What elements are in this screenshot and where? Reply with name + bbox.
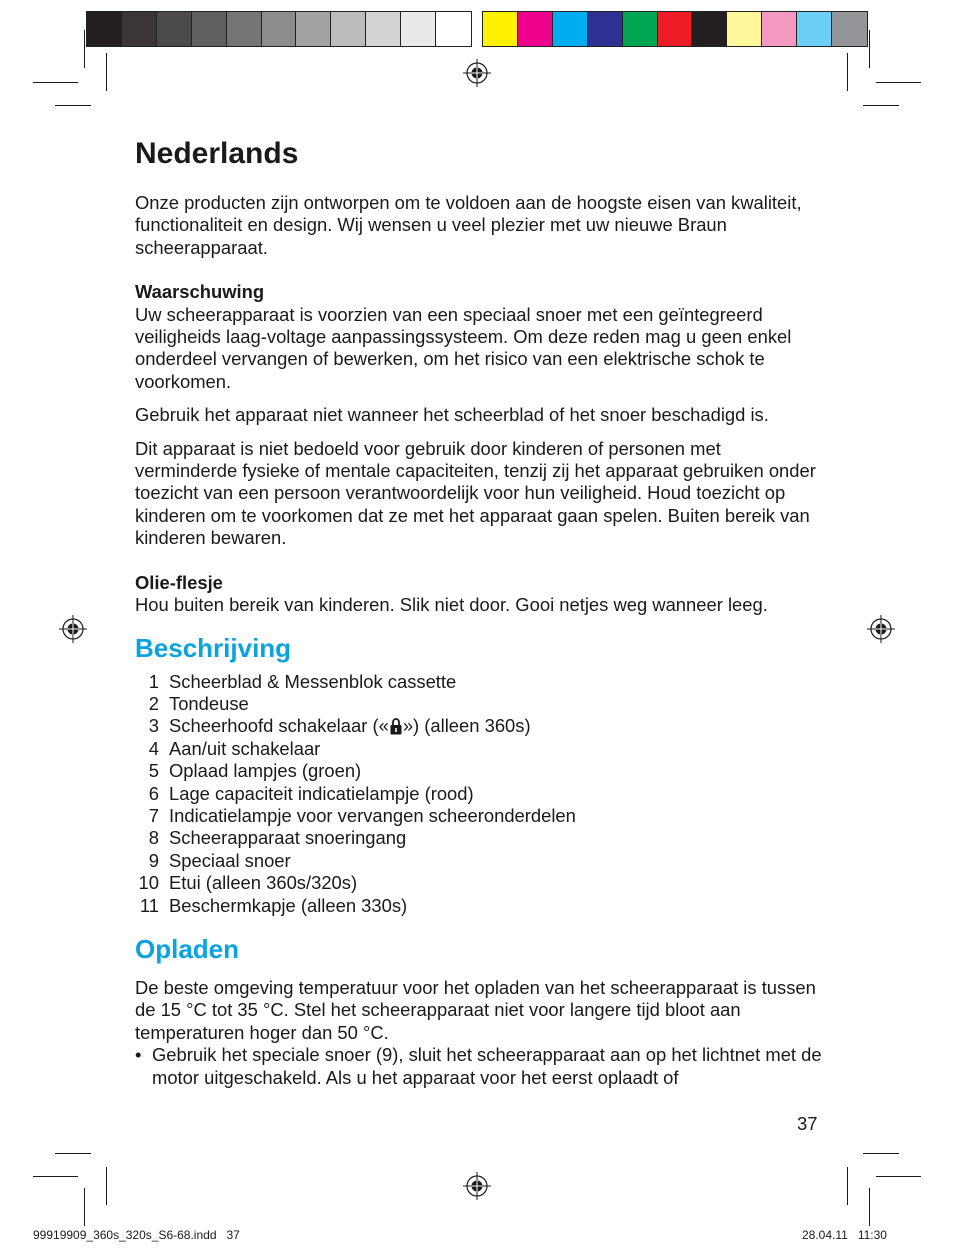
warning-paragraph: Gebruik het apparaat niet wanneer het scheerblad of het snoer beschadigd is.	[135, 404, 769, 426]
gray-swatch	[262, 12, 297, 46]
color-swatch	[623, 12, 658, 46]
item-number: 7	[148, 804, 159, 826]
color-swatch	[588, 12, 623, 46]
item-number: 10	[138, 872, 159, 894]
oil-heading: Olie-flesje	[135, 571, 223, 593]
crop-mark	[55, 1153, 91, 1154]
item-text-before: Scheerhoofd schakelaar («	[169, 715, 389, 737]
warning-paragraph: Dit apparaat is niet bedoeld voor gebruik door kinderen of personen met verminderde fysieke of mentale capaciteiten, tenzij zij het apparaat gebruiken onder toezicht van een persoon verantwoordelijk voor hun veiligheid. Houd toezicht op kinderen om te voorkomen dat ze met het apparaat gaan spelen. Buiten bereik van kinderen bewaren.	[135, 437, 816, 549]
crop-mark	[876, 1176, 921, 1177]
gray-swatch	[366, 12, 401, 46]
color-swatch	[832, 12, 867, 46]
crop-mark	[876, 82, 921, 83]
color-swatch	[797, 12, 832, 46]
gray-swatch	[87, 12, 122, 46]
footer-timestamp: 28.04.11 11:30	[802, 1228, 887, 1242]
item-text: Tondeuse	[169, 692, 249, 714]
color-swatch	[658, 12, 693, 46]
item-text: Indicatielampje voor vervangen scheeronderdelen	[169, 804, 576, 826]
item-number: 11	[139, 894, 159, 916]
item-number: 3	[148, 715, 159, 737]
crop-mark	[106, 53, 107, 91]
lock-icon	[390, 717, 402, 735]
color-swatch	[483, 12, 518, 46]
item-text: Scheerapparaat snoeringang	[169, 827, 407, 849]
list-item	[135, 850, 825, 872]
registration-mark-icon	[58, 614, 88, 644]
intro-paragraph: Onze producten zijn ontworpen om te voldoen aan de hoogste eisen van kwaliteit, functionaliteit en design. Wij wensen u veel plezier met uw nieuwe Braun scheerapparaat.	[135, 192, 802, 258]
item-text: Scheerblad & Messenblok cassette	[169, 670, 457, 692]
item-number: 8	[148, 827, 159, 849]
list-item	[135, 760, 825, 782]
item-text: Beschermkapje (alleen 330s)	[169, 894, 408, 916]
gray-swatch	[296, 12, 331, 46]
item-number: 1	[148, 670, 159, 692]
list-item	[135, 738, 825, 760]
crop-mark	[863, 105, 899, 106]
charging-heading: Opladen	[135, 933, 240, 964]
item-number: 2	[148, 692, 159, 714]
item-text: Etui (alleen 360s/320s)	[169, 872, 358, 894]
item-text: Aan/uit schakelaar	[169, 737, 321, 759]
gray-swatch	[436, 12, 471, 46]
gray-swatch	[227, 12, 262, 46]
crop-mark	[869, 1188, 870, 1226]
item-number: 4	[148, 737, 159, 759]
warning-heading: Waarschuwing	[135, 281, 265, 303]
list-item	[135, 783, 825, 805]
crop-mark	[33, 82, 78, 83]
item-text: Lage capaciteit indicatielampje (rood)	[169, 782, 474, 804]
item-number: 5	[148, 760, 159, 782]
crop-mark	[84, 30, 85, 68]
list-item	[135, 827, 825, 849]
color-swatch-strip	[482, 11, 868, 47]
page-number: 37	[797, 1113, 818, 1134]
registration-mark-icon	[866, 614, 896, 644]
item-text	[169, 715, 531, 737]
charging-paragraph: De beste omgeving temperatuur voor het opladen van het scheerapparaat is tussen de 15 °C tot 35 °C. Stel het scheerapparaat niet voor langere tijd bloot aan temperaturen hoger dan 50 °C.	[135, 976, 816, 1043]
footer-file-info: 99919909_360s_320s_S6-68.indd 37	[33, 1228, 240, 1242]
color-swatch	[518, 12, 553, 46]
item-number: 6	[148, 782, 159, 804]
crop-mark	[863, 1153, 899, 1154]
registration-mark-icon	[462, 1171, 492, 1201]
color-swatch	[692, 12, 727, 46]
item-text: Oplaad lampjes (groen)	[169, 760, 362, 782]
color-swatch	[727, 12, 762, 46]
gray-swatch	[157, 12, 192, 46]
crop-mark	[55, 105, 91, 106]
crop-mark	[847, 1167, 848, 1205]
color-swatch	[553, 12, 588, 46]
crop-mark	[33, 1176, 78, 1177]
bullet-point: •	[135, 1044, 142, 1066]
item-number: 9	[148, 849, 159, 871]
list-item	[135, 693, 825, 715]
page-title: Nederlands	[135, 137, 299, 170]
list-item	[135, 671, 825, 693]
gray-swatch	[331, 12, 366, 46]
list-item	[135, 872, 825, 894]
description-heading: Beschrijving	[135, 632, 292, 663]
list-item	[135, 805, 825, 827]
bullet-text: Gebruik het speciale snoer (9), sluit het scheerapparaat aan op het lichtnet met de motor uitgeschakeld. Als u het apparaat voor het eerst oplaadt of	[152, 1044, 822, 1088]
gray-swatch	[122, 12, 157, 46]
crop-mark	[847, 53, 848, 91]
description-list	[135, 671, 825, 917]
gray-swatch	[401, 12, 436, 46]
oil-paragraph: Hou buiten bereik van kinderen. Slik niet door. Gooi netjes weg wanneer leeg.	[135, 594, 768, 616]
gray-swatch-strip	[86, 11, 472, 47]
charging-bullet-item	[135, 1044, 825, 1089]
crop-mark	[869, 30, 870, 68]
crop-mark	[106, 1167, 107, 1205]
crop-mark	[84, 1188, 85, 1226]
color-swatch	[762, 12, 797, 46]
page-content	[135, 130, 825, 1089]
registration-mark-icon	[462, 58, 492, 88]
warning-paragraph: Uw scheerapparaat is voorzien van een speciaal snoer met een geïntegreerd veiligheids laag-voltage aanpassingssysteem. Om deze reden mag u geen enkel onderdeel vervangen of bewerken, om het risico van een elektrische schok te voorkomen.	[135, 303, 792, 392]
gray-swatch	[192, 12, 227, 46]
list-item	[135, 715, 825, 737]
item-text-after: ») (alleen 360s)	[402, 715, 531, 737]
list-item	[135, 895, 825, 917]
item-text: Speciaal snoer	[169, 849, 291, 871]
